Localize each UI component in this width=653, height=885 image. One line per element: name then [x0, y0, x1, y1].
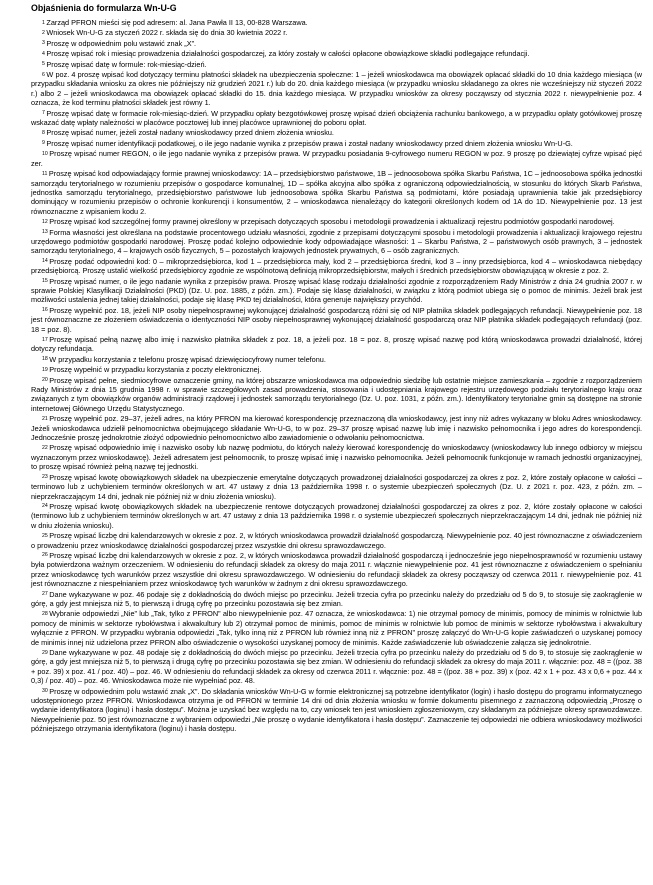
footnote-text: W przypadku korzystania z telefonu proszę wpisać dziewięciocyfrowy numer telefonu.: [49, 354, 326, 364]
footnote-13: [31, 228, 642, 256]
footnote-number: 13: [42, 229, 48, 236]
footnote-number: 11: [42, 170, 48, 177]
footnote-6: [31, 70, 642, 108]
footnote-number: 18: [42, 356, 48, 363]
footnote-24: [31, 502, 642, 530]
footnote-text: Zarząd PFRON mieści się pod adresem: al. Jana Pawła II 13, 00-828 Warszawa.: [46, 18, 308, 27]
footnote-text: Proszę wpisać odpowiednio imię i nazwisko osoby lub nazwę podmiotu, do których należy kierować korespondencję do wnioskodawcy (wnioskodawcy lub innego odbiorcy w miejscu wyznaczonym przez wnioskodawcę). Jeżeli adresatem jest pełnomocnik, to proszę wpisać imię i nazwisko pełnomocnika. Jeżeli pełnomocnik funkcjonuje w ramach jednostki organizacyjnej, to proszę wpisać również pełną nazwę tej jednostki.: [31, 443, 642, 472]
footnote-number: 30: [42, 688, 48, 695]
footnote-12: [31, 217, 642, 226]
footnote-9: [31, 139, 642, 148]
footnote-text: Proszę wpisać liczbę dni kalendarzowych w okresie z poz. 2, w których wnioskodawca prowadził działalność gospodarczą. Niewypełnienie poz. 40 jest równoznaczne z oświadczeniem o prowadzeniu przez wnioskodawcę działalności gospodarczej przez wszystkie dni okresu sprawozdawczego.: [31, 531, 642, 550]
footnote-number: 24: [42, 503, 48, 510]
footnote-number: 15: [42, 278, 48, 285]
footnote-number: 28: [42, 610, 48, 617]
footnote-text: Proszę wpisać datę w formacie rok-miesiąc-dzień. W przypadku opłaty bezgotówkowej proszę wpisać dzień obciążenia rachunku bankowego, a w przypadku opłaty gotówkowej proszę wskazać datę wpłaty należności w placówce pocztowej lub innej placówce uprawnionej do poboru opłat.: [31, 108, 642, 128]
footnote-number: 10: [42, 150, 48, 157]
footnote-22: [31, 443, 642, 471]
footnote-17: [31, 335, 642, 354]
footnote-text: Proszę wypełnić w przypadku korzystania z poczty elektronicznej.: [49, 365, 262, 375]
footnote-8: [31, 128, 642, 137]
footnote-18: [31, 355, 642, 364]
footnote-text: Dane wykazywane w poz. 48 podaje się z dokładnością do dwóch miejsc po przecinku. Jeżeli trzecia cyfra po przecinku należy do przedziału od 5 do 9, to stosuje się zaokrąglenie w górę, a gdy jest mniejsza niż 5, to pierwszą i drugą cyfrę po przecinku pozostawia się bez zmian. W odniesieniu do refundacji składek za okresy do maja 2011 r. włącznie: poz. 48 = ((poz. 38 + poz. 39) x poz. 41 / poz. 40) – poz. 46. W odniesieniu do refundacji składek za okresy od czerwca 2011 r. włącznie: poz. 48 = ((poz. 38 + poz. 39) x (poz. 42 x 1 + poz. 43 x 0,6 + poz. 44 x 0,3) / poz. 40) – poz. 46. Wnioskodawca może nie wypełniać poz. 48.: [31, 648, 642, 686]
footnote-number: 7: [42, 110, 45, 117]
footnote-number: 4: [42, 50, 45, 57]
footnote-3: [31, 39, 642, 48]
footnote-28: [31, 609, 642, 647]
footnote-11: [31, 169, 642, 216]
footnote-5: [31, 60, 642, 69]
footnote-19: [31, 365, 642, 374]
footnote-23: [31, 473, 642, 501]
footnotes-list: [31, 18, 642, 734]
footnote-text: W poz. 4 proszę wpisać kod dotyczący terminu płatności składek na ubezpieczenia społeczne: 1 – jeżeli wnioskodawca ma obowiązek opłacać składki do 10 dnia każdego miesiąca (w przypadku składania wniosku za okres nie późniejszy niż grudzień 2021 r.) lub do 20. dnia każdego miesiąca (w przypadku wniosku składanego za okres nie wcześniejszy niż styczeń 2022 r.) albo 2 – jeżeli wnioskodawca ma obowiązek opłacać składki do 15. dnia każdego miesiąca. W przypadku wniosków za okresy począwszy od stycznia 2022 r. niewypełnienie poz. 4 oznacza, że kod terminu płatności składek jest równy 1.: [31, 70, 642, 108]
footnote-text: Dane wykazywane w poz. 46 podaje się z dokładnością do dwóch miejsc po przecinku. Jeżeli trzecia cyfra po przecinku należy do przedziału od 5 do 9, to stosuje się zaokrąglenie w górę, a gdy jest mniejsza niż 5, to pierwszą i drugą cyfrę po przecinku pozostawia się bez zmian.: [31, 589, 642, 608]
footnote-number: 2: [42, 29, 45, 36]
footnote-number: 27: [42, 591, 48, 598]
footnote-21: [31, 414, 642, 442]
footnote-2: [31, 28, 642, 37]
footnote-number: 14: [42, 258, 48, 265]
footnote-text: Proszę podać odpowiedni kod: 0 – mikroprzedsiębiorca, kod 1 – przedsiębiorca mały, kod 2 – przedsiębiorca średni, kod 3 – inny przedsiębiorca, kod 4 – wnioskodawca niebędący przedsiębiorcą. Proszę ustalić wielkość przedsiębiorcy zgodnie ze wspólnotową definicją mikroprzedsiębiorstw, małych i średnich przedsiębiorstw obowiązującą w okresie z poz. 2.: [31, 256, 642, 276]
footnote-number: 16: [42, 307, 48, 314]
footnote-20: [31, 376, 642, 414]
footnote-27: [31, 590, 642, 609]
footnote-text: Proszę wypełnić poz. 29–37, jeżeli adres, na który PFRON ma kierować korespondencję przeznaczoną dla wnioskodawcy, jest inny niż adres wykazany w bloku Adres wnioskodawcy. Jeżeli wnioskodawca udzielił pełnomocnictwa obejmującego składanie Wn-U-G, to w poz. 29–37 proszę wpisać nazwę lub imię i nazwisko pełnomocnika i jego adres do korespondencji. Jednocześnie proszę jednokrotnie złożyć odpowiednio pełnomocnictwo albo zawiadomienie o odwołaniu pełnomocnictwa.: [31, 414, 642, 443]
footnote-text: Forma własności jest określana na podstawie procentowego udziału własności, zgodnie z przepisami dotyczącymi sposobu i metodologii prowadzenia i aktualizacji krajowego rejestru urzędowego podmiotów gospodarki narodowej. Proszę podać kolejno odpowiednie kody odpowiadające własności: 1 – Skarbu Państwa, 2 – państwowych osób prawnych, 3 – jednostek samorządu terytorialnego, 4 – krajowych osób fizycznych, 5 – pozostałych krajowych jednostek prywatnych, 6 – osób zagranicznych.: [31, 227, 642, 256]
footnote-text: Proszę wypełnić poz. 18, jeżeli NIP osoby niepełnosprawnej wykonującej działalność gospodarczą różni się od NIP płatnika składek podlegających refundacji. Niewypełnienie poz. 18 jest równoznaczne ze złożeniem oświadczenia o identyczności NIP osoby niepełnosprawnej wykonującej działalność gospodarczą oraz NIP płatnika składek podlegających refundacji (poz. 18 = poz. 8).: [31, 305, 642, 334]
footnote-text: Proszę wpisać kwotę obowiązkowych składek na ubezpieczenie rentowe dotyczących prowadzonej działalności gospodarczej za okres z poz. 2, które zostały opłacone w całości (terminowo lub z uchybieniem terminów określonych w art. 47 ustawy z dnia 13 października 1998 r. o systemie ubezpieczeń społecznych nieprzekraczającym 14 dni, jednak nie później niż w dniu złożenia wniosku).: [31, 501, 642, 530]
page-title: Objaśnienia do formularza Wn-U-G: [31, 3, 177, 13]
footnote-7: [31, 109, 642, 128]
footnote-text: Proszę w odpowiednim polu wstawić znak „X”. Do składania wniosków Wn-U-G w formie elektronicznej są potrzebne identyfikator (login) i hasło dostępu do programu informatycznego udostępnionego przez PFRON. Wnioskodawca otrzyma je od PFRON w terminie 14 dni od dnia złożenia wniosku w formie dokumentu pisemnego z zaznaczoną odpowiedzią „Proszę o wydanie identyfikatora (loginu) i hasła dostępu”. Można je uzyskać bez względu na to, czy wniosek ten jest wnioskiem zgłoszeniowym, czy składanym za późniejsze okresy sprawozdawcze. Niewypełnienie poz. 50 jest równoznaczne z wybraniem odpowiedzi „Nie proszę o wydanie identyfikatora i hasła dostępu”. Zaznaczenie tej odpowiedzi nie odbiera wnioskodawcy możliwości późniejszego otrzymania identyfikatora (loginu) i hasła dostępu.: [31, 686, 642, 734]
footnote-number: 26: [42, 552, 48, 559]
footnote-text: Wniosek Wn-U-G za styczeń 2022 r. składa się do dnia 30 kwietnia 2022 r.: [46, 28, 288, 38]
footnote-text: Proszę wpisać liczbę dni kalendarzowych w okresie z poz. 2, w których wnioskodawca prowadził działalność gospodarczą i jednocześnie jego niepełnosprawność w rozumieniu ustawy była potwierdzona ważnym orzeczeniem. W odniesieniu do refundacji składek za okresy do maja 2011 r. włącznie niewypełnienie poz. 41 jest równoznaczne z oświadczeniem o spełnianiu przez wnioskodawcę tych warunków przez wszystkie dni okresu sprawozdawczego. W odniesieniu do refundacji składek za okresy począwszy od czerwca 2011 r. niewypełnienie poz. 41 jest równoznaczne z niespełnianiem przez wnioskodawcę tych warunków w żadnym z dni okresu sprawozdawczego.: [31, 550, 642, 589]
footnote-text: Proszę w odpowiednim polu wstawić znak „X”.: [46, 38, 197, 48]
footnote-text: Wybranie odpowiedzi „Nie” lub „Tak, tylko z PFRON” albo niewypełnienie poz. 47 oznacza, że wnioskodawca: 1) nie otrzymał pomocy de minimis, pomocy de minimis w rolnictwie lub pomocy de minimis w sektorze rybołówstwa i akwakultury lub 2) otrzymał pomoc de minimis, pomoc de minimis w rolnictwie lub pomoc de minimis w sektorze rybołówstwa i akwakultury wyłącznie z PFRON. W przypadku wybrania odpowiedzi „Tak, tylko inną niż z PFRON lub również inną niż z PFRON” proszę załączyć do Wn-U-G kopie zaświadczeń o uzyskanej pomocy de minimis innej niż udzielona przez PFRON albo oświadczenie o wysokości uzyskanej pomocy de minimis. Każde zaświadczenie lub oświadczenie załącza się jednokrotnie.: [31, 609, 642, 647]
footnote-number: 6: [42, 71, 45, 78]
footnote-10: [31, 149, 642, 168]
footnote-1: [31, 18, 642, 27]
footnote-text: Proszę wpisać numer, jeżeli został nadany wnioskodawcy przed dniem złożenia wniosku.: [46, 128, 334, 138]
footnote-14: [31, 257, 642, 276]
footnote-number: 21: [42, 415, 48, 422]
footnote-number: 12: [42, 218, 48, 225]
footnote-number: 20: [42, 377, 48, 384]
footnote-number: 1: [42, 19, 45, 26]
footnote-number: 29: [42, 649, 48, 656]
footnote-number: 19: [42, 366, 48, 373]
footnote-text: Proszę wpisać datę w formule: rok-miesiąc-dzień.: [46, 59, 207, 69]
footnote-text: Proszę wpisać numer REGON, o ile jego nadanie wynika z przepisów prawa. W przypadku posiadania 9-cyfrowego numeru REGON w poz. 9 proszę po dziewiątej cyfrze wpisać pięć zer.: [31, 149, 642, 168]
footnote-text: Proszę wpisać numer, o ile jego nadanie wynika z przepisów prawa. Proszę wpisać klasę rodzaju działalności zgodnie z rozporządzeniem Rady Ministrów z dnia 24 grudnia 2007 r. w sprawie Polskiej Klasyfikacji Działalności (PKD) (Dz. U. poz. 1885, z późn. zm.). Podaje się klasę działalności, w związku z którą podmiot ubiega się o pomoc de minimis. Jeżeli brak jest możliwości ustalenia jednej takiej działalności, podaje się klasę PKD tej działalności, która generuje największy przychód.: [31, 276, 642, 305]
footnote-number: 8: [42, 129, 45, 136]
footnote-26: [31, 551, 642, 589]
footnote-29: [31, 648, 642, 686]
footnote-number: 3: [42, 40, 45, 47]
footnote-text: Proszę wpisać kod szczególnej formy prawnej określony w przepisach dotyczących sposobu i metodologii prowadzenia i aktualizacji rejestru podmiotów gospodarki narodowej.: [49, 217, 615, 227]
footnote-number: 23: [42, 474, 48, 481]
footnote-25: [31, 531, 642, 550]
footnote-16: [31, 306, 642, 334]
footnote-15: [31, 277, 642, 305]
footnote-4: [31, 49, 642, 58]
footnote-number: 22: [42, 444, 48, 451]
footnote-30: [31, 687, 642, 734]
footnote-number: 9: [42, 140, 45, 147]
footnote-text: Proszę wpisać kod odpowiadający formie prawnej wnioskodawcy: 1A – przedsiębiorstwo państwowe, 1B – jednoosobowa spółka Skarbu Państwa, 1C – jednoosobowa spółka jednostki samorządu terytorialnego w rozumieniu przepisów o gospodarce komunalnej, 1D – spółka akcyjna albo spółka z ograniczoną odpowiedzialnością, w stosunku do których Skarb Państwa, jednostka samorządu terytorialnego, przedsiębiorstwo państwowe lub jednoosobowa spółka Skarbu Państwa są podmiotami, które posiadają uprawnienia takie jak przedsiębiorcy dominujący w rozumieniu przepisów o ochronie konkurencji i konsumentów, 2 – wnioskodawca nienależący do kategorii określonych kodem od 1A do 1D. Niewypełnienie poz. 13 jest równoznaczne z wpisaniem kodu 2.: [31, 169, 642, 216]
footnote-text: Proszę wpisać pełną nazwę albo imię i nazwisko płatnika składek z poz. 18, a jeżeli poz. 18 = poz. 8, proszę wpisać nazwę pod którą wnioskodawca prowadzi działalność, której dotyczy refundacja.: [31, 335, 642, 354]
footnote-text: Proszę wpisać numer identyfikacji podatkowej, o ile jego nadanie wynika z przepisów prawa i został nadany wnioskodawcy przed dniem złożenia wniosku Wn-U-G.: [46, 138, 573, 148]
footnote-text: Proszę wpisać rok i miesiąc prowadzenia działalności gospodarczej, za który zostały w całości opłacone obowiązkowe składki podlegające refundacji.: [46, 49, 530, 59]
footnote-number: 17: [42, 336, 48, 343]
footnote-text: Proszę wpisać kwotę obowiązkowych składek na ubezpieczenie emerytalne dotyczących prowadzonej działalności gospodarczej za okres z poz. 2, które zostały opłacone w całości – terminowo lub z uchybieniem terminów określonych w art. 47 ustawy z dnia 13 października 1998 r. o systemie ubezpieczeń społecznych (Dz. U. z 2021 r. poz. 423, z późn. zm. – nieprzekraczającym 14 dni, jednak nie później niż w dniu złożenia wniosku).: [31, 472, 642, 501]
footnote-text: Proszę wpisać pełne, siedmiocyfrowe oznaczenie gminy, na której obszarze wnioskodawca ma odpowiednio siedzibę lub ostatnie miejsce zamieszkania – zgodnie z rozporządzeniem Rady Ministrów z dnia 15 grudnia 1998 r. w sprawie szczegółowych zasad prowadzenia, stosowania i udostępniania krajowego rejestru urzędowego podziału terytorialnego kraju oraz związanych z tym obowiązków organów administracji rządowej i jednostek samorządu terytorialnego (Dz. U. poz. 1031, z późn. zm.). Identyfikatory terytorialne gmin są dostępne na stronie internetowej Głównego Urzędu Statystycznego.: [31, 375, 642, 413]
footnote-number: 5: [42, 61, 45, 68]
footnote-number: 25: [42, 532, 48, 539]
